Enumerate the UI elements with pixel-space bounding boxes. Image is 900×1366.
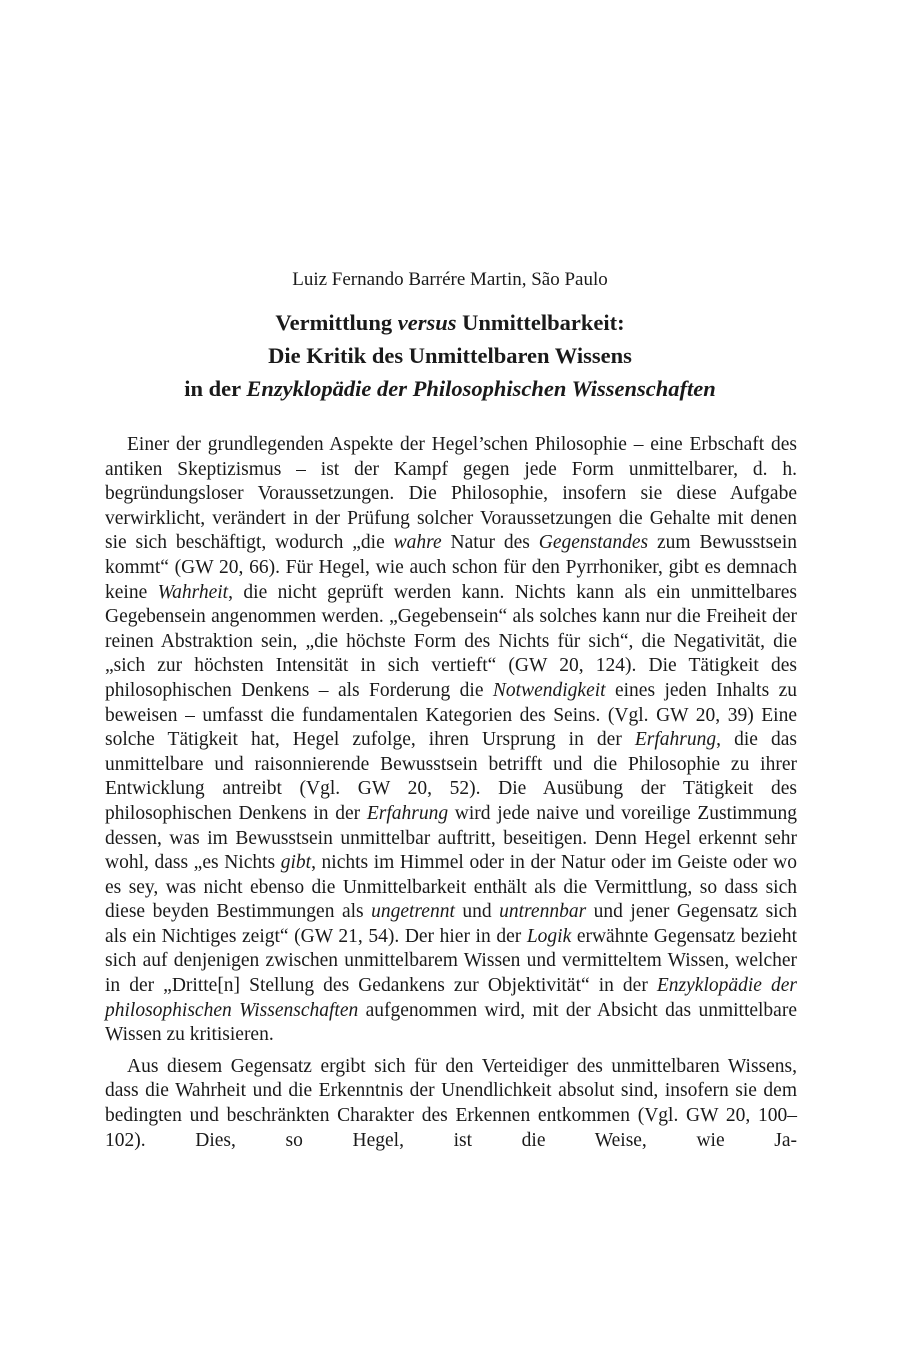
emphasis: Enzyklopädie der philosophischen Wissenschaften — [105, 975, 797, 1021]
emphasis: Erfahrung — [366, 802, 449, 824]
paragraph: Aus diesem Gegensatz ergibt sich für den Verteidiger des unmittelbaren Wissens, dass die Wahrheit und die Erkenntnis der Unendlichkeit absolut sind, insofern sie dem bedingten und beschränkten Charakter des Erkennen entkommen (Vgl. GW 20, 100–102). Dies, so Hegel, ist die Weise, wie Ja- — [105, 1055, 797, 1151]
emphasis: Enzyklopädie der Philosophischen Wissenschaften — [246, 376, 716, 401]
article-title — [0, 306, 900, 405]
author-line: Luiz Fernando Barrére Martin, São Paulo — [292, 269, 608, 290]
emphasis: Wahrheit — [157, 581, 229, 603]
emphasis: Gegenstandes — [538, 532, 649, 554]
emphasis: Erfahrung — [634, 729, 717, 751]
paragraph: Einer der grundlegenden Aspekte der Hegel’schen Philosophie – eine Erbschaft des antiken Skeptizismus – ist der Kampf gegen jede Form unmittelbarer, d. h. begründungsloser Voraussetzungen. Die Philosophie, insofern sie diese Aufgabe verwirklicht, verändert in der Prüfung solcher Voraussetzungen die Gehalte mit denen sie sich beschäftigt, wodurch „die wahre Natur des Gegenstandes zum Bewusstsein kommt“ (GW 20, 66). Für Hegel, wie auch schon für den Pyrrhoniker, gibt es demnach keine Wahrheit, die nicht geprüft werden kann. Nichts kann als ein unmittelbares Gegebensein angenommen werden. „Gegebensein“ als solches kann nur die Freiheit der reinen Abstraktion sein, „die höchste Form des Nichts für sich“, die Negativität, die „sich zur höchsten Intensität in sich vertieft“ (GW 20, 124). Die Tätigkeit des philosophischen Denkens – als Forderung die Notwendigkeit eines jeden Inhalts zu beweisen – umfasst die fundamentalen Kategorien des Seins. (Vgl. GW 20, 39) Eine solche Tätigkeit hat, Hegel zufolge, ihren Ursprung in der Erfahrung, die das unmittelbare und raisonnierende Bewusstsein betrifft und die Philosophie zu ihrer Entwicklung antreibt (Vgl. GW 20, 52). Die Ausübung der Tätigkeit des philosophischen Denkens in der Erfahrung wird jede naive und voreilige Zustimmung dessen, was im Bewusstsein unmittelbar auftritt, beseitigen. Denn Hegel erkennt sehr wohl, dass „es Nichts gibt, nichts im Himmel oder in der Natur oder im Geiste oder wo es sey, was nicht ebenso die Unmittelbarkeit enthält als die Vermittlung, so dass sich diese beyden Bestimmungen als ungetrennt und untrennbar und jener Gegensatz sich als ein Nichtiges zeigt“ (GW 21, 54). Der hier in der Logik erwähnte Gegensatz bezieht sich auf denjenigen zwischen unmittelbarem Wissen und vermitteltem Wissen, welcher in der „Dritte[n] Stellung des Gedankens zur Objektivität“ in der Enzyklopädie der philosophischen Wissenschaften aufgenommen wird, mit der Absicht das unmittelbare Wissen zu kritisieren. — [105, 434, 797, 1046]
emphasis: Logik — [526, 925, 572, 947]
emphasis: wahre — [393, 532, 442, 554]
title-line: in der Enzyklopädie der Philosophischen Wissenschaften — [184, 376, 716, 401]
title-line: Die Kritik des Unmittelbaren Wissens — [268, 343, 632, 368]
emphasis: gibt — [280, 852, 312, 874]
emphasis: Notwendigkeit — [492, 679, 606, 701]
emphasis: untrennbar — [499, 901, 587, 923]
title-line: Vermittlung versus Unmittelbarkeit: — [275, 310, 625, 335]
body-text — [105, 433, 797, 1153]
emphasis: ungetrennt — [371, 901, 455, 923]
emphasis: versus — [397, 310, 457, 335]
